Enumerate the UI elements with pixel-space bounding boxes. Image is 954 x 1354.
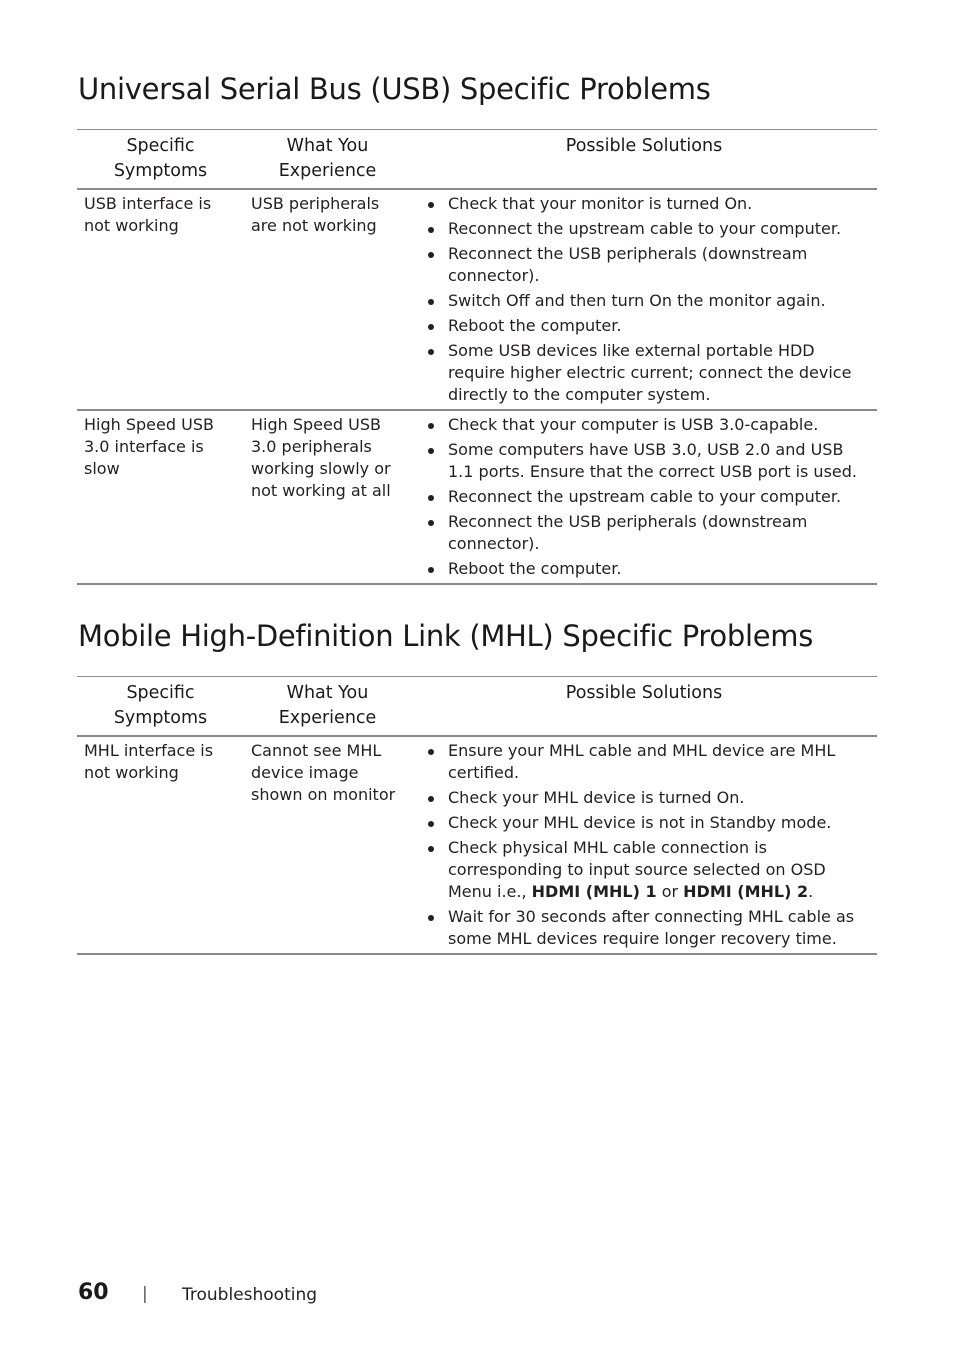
footer-separator: |	[142, 1284, 148, 1304]
solution-item: Some USB devices like external portable HDD require higher electric current; connect the device directly to the computer system.	[427, 340, 873, 406]
header-what-you-experience: What You Experience	[278, 136, 377, 181]
solution-text: Check physical MHL cable connection is corresponding to input source selected on OSD Menu i.e.,	[448, 838, 826, 901]
solutions-list	[427, 193, 873, 406]
footer-section-name: Troubleshooting	[182, 1285, 318, 1305]
solution-item: Reboot the computer.	[427, 558, 873, 580]
solutions-cell	[411, 189, 877, 410]
solution-item: Reconnect the upstream cable to your computer.	[427, 486, 873, 508]
solution-item: Reconnect the upstream cable to your computer.	[427, 218, 873, 240]
header-specific-symptoms: Specific Symptoms	[113, 683, 208, 728]
table-row	[77, 736, 877, 954]
usb-section-title: Universal Serial Bus (USB) Specific Problems	[78, 72, 711, 106]
solution-item: Wait for 30 seconds after connecting MHL cable as some MHL devices require longer recovery time.	[427, 906, 873, 950]
symptom-cell: MHL interface is not working	[84, 741, 214, 782]
table-header-row	[77, 677, 877, 737]
experience-cell: Cannot see MHL device image shown on monitor	[251, 741, 396, 804]
osd-input-hdmi-mhl-2: HDMI (MHL) 2	[683, 882, 809, 901]
solution-item: Switch Off and then turn On the monitor again.	[427, 290, 873, 312]
table-header-row	[77, 130, 877, 190]
solution-item: Ensure your MHL cable and MHL device are MHL certified.	[427, 740, 873, 784]
header-what-you-experience: What You Experience	[278, 683, 377, 728]
solution-item: Some computers have USB 3.0, USB 2.0 and USB 1.1 ports. Ensure that the correct USB port is used.	[427, 439, 873, 483]
solutions-cell	[411, 736, 877, 954]
solution-item: Check that your computer is USB 3.0-capable.	[427, 414, 873, 436]
solution-text: or	[656, 882, 684, 901]
header-possible-solutions: Possible Solutions	[565, 136, 723, 156]
solution-text: .	[808, 882, 814, 901]
solution-item: Check your MHL device is not in Standby mode.	[427, 812, 873, 834]
symptom-cell: High Speed USB 3.0 interface is slow	[84, 415, 214, 478]
mhl-section-title: Mobile High-Definition Link (MHL) Specific Problems	[78, 619, 814, 653]
solution-item: Check that your monitor is turned On.	[427, 193, 873, 215]
symptom-cell: USB interface is not working	[84, 194, 212, 235]
header-specific-symptoms: Specific Symptoms	[113, 136, 208, 181]
osd-input-hdmi-mhl-1: HDMI (MHL) 1	[531, 882, 657, 901]
usb-problems-table	[77, 129, 877, 585]
solutions-list	[427, 740, 873, 950]
page-number: 60	[78, 1280, 109, 1305]
header-possible-solutions: Possible Solutions	[565, 683, 723, 703]
experience-cell: High Speed USB 3.0 peripherals working slowly or not working at all	[251, 415, 391, 500]
solution-item: Reconnect the USB peripherals (downstream connector).	[427, 511, 873, 555]
mhl-problems-table	[77, 676, 877, 955]
solution-item: Reboot the computer.	[427, 315, 873, 337]
solution-item: Reconnect the USB peripherals (downstream connector).	[427, 243, 873, 287]
table-row	[77, 189, 877, 410]
solutions-list	[427, 414, 873, 580]
table-row	[77, 410, 877, 584]
solutions-cell	[411, 410, 877, 584]
experience-cell: USB peripherals are not working	[251, 194, 380, 235]
solution-item	[427, 837, 873, 903]
solution-item: Check your MHL device is turned On.	[427, 787, 873, 809]
